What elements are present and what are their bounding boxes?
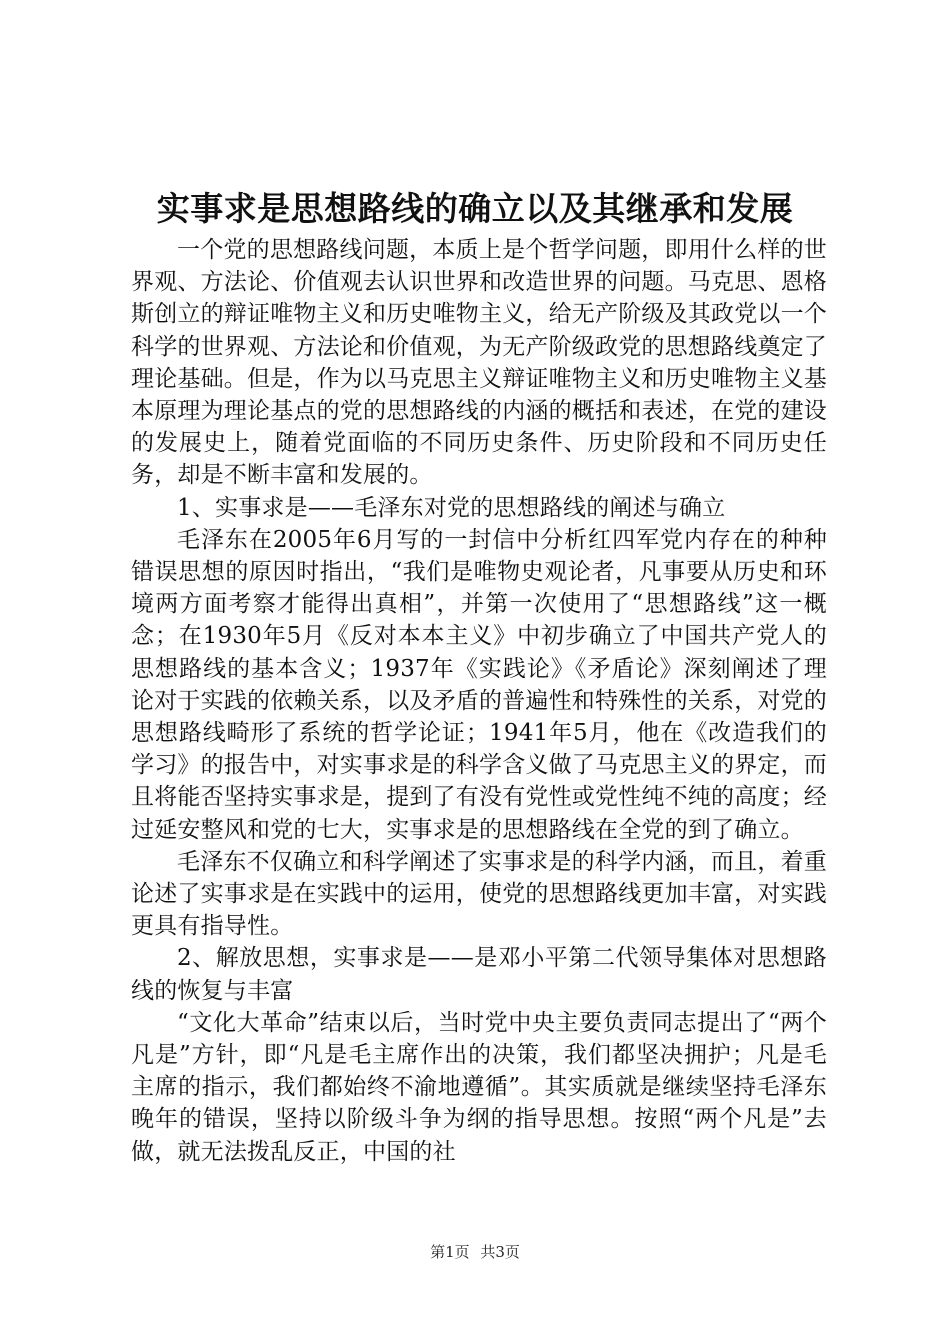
paragraph-intro: 一个党的思想路线问题，本质上是个哲学问题，即用什么样的世界观、方法论、价值观去认识世界和改造世界的问题。马克思、恩格斯创立的辩证唯物主义和历史唯物主义，给无产阶级及其政党以一个科学的世界观、方法论和价值观，为无产阶级政党的思想路线奠定了理论基础。但是，作为以马克思主义辩证唯物主义和历史唯物主义基本原理为理论基点的党的思想路线的内涵的概括和表述，在党的建设的发展史上，随着党面临的不同历史条件、历史阶段和不同历史任务，却是不断丰富和发展的。 — [131, 237, 827, 489]
paragraph-cultural-revolution: “文化大革命”结束以后，当时党中央主要负责同志提出了“两个凡是”方针，即“凡是毛主席作出的决策，我们都坚决拥护；凡是毛主席的指示，我们都始终不渝地遵循”。其实质就是继续坚持毛泽东晚年的错误，坚持以阶级斗争为纲的指导思想。按照“两个凡是”去做，就无法拨乱反正，中国的社 — [131, 1009, 827, 1165]
total-page-count: 共3页 — [480, 1243, 520, 1261]
paragraph-mao-application: 毛泽东不仅确立和科学阐述了实事求是的科学内涵，而且，着重论述了实事求是在实践中的运用，使党的思想路线更加丰富，对实践更具有指导性。 — [131, 848, 827, 940]
document-title: 实事求是思想路线的确立以及其继承和发展 — [156, 189, 794, 228]
document-body — [131, 234, 827, 1168]
current-page-number: 第1页 — [430, 1243, 470, 1261]
paragraph-mao-history: 毛泽东在2005年6月写的一封信中分析红四军党内存在的种种错误思想的原因时指出，“我们是唯物史观论者，凡事要从历史和环境两方面考察才能得出真相”，并第一次使用了“思想路线”这一概念；在1930年5月《反对本本主义》中初步确立了中国共产党人的思想路线的基本含义；1937年《实践论》《矛盾论》深刻阐述了理论对于实践的依赖关系，以及矛盾的普遍性和特殊性的关系，对党的思想路线畸形了系统的哲学论证；1941年5月，他在《改造我们的学习》的报告中，对实事求是的科学含义做了马克思主义的界定，而且将能否坚持实事求是，提到了有没有党性或党性纯不纯的高度；经过延安整风和党的七大，实事求是的思想路线在全党的到了确立。 — [131, 526, 827, 843]
section-heading-2: 2、解放思想，实事求是——是邓小平第二代领导集体对思想路线的恢复与丰富 — [131, 945, 827, 1004]
section-heading-1: 1、实事求是——毛泽东对党的思想路线的阐述与确立 — [177, 494, 726, 521]
page-footer — [0, 1242, 950, 1262]
